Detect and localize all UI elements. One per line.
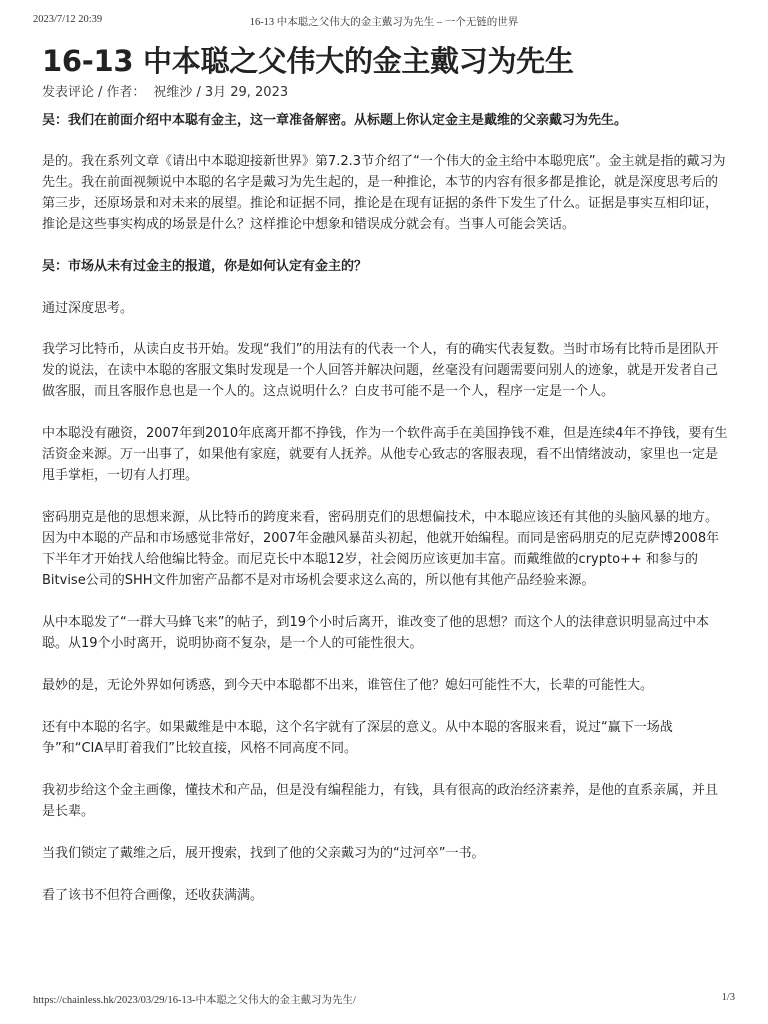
author-link[interactable]: 祝维沙 [153,85,193,100]
body-paragraph: 是的。我在系列文章《请出中本聪迎接新世界》第7.2.3节介绍了“一个伟大的金主给中本聪兜底”。金主就是指的戴习为先生。我在前面视频说中本聪的名字是戴习为先生起的，是一种推论，本节的内容有很多都是推论，就是深度思考后的第三步，还原场景和对未来的展望。推论和证据不同，推论是在现有证据的条件下发生了什么。证据是事实互相印证，推论是这些事实构成的场景是什么？这样推论中想象和错误成分就会有。当事人可能会笑话。 [42,154,726,232]
author-label: 作者： [106,85,146,100]
body-paragraph: 最妙的是，无论外界如何诱惑，到今天中本聪都不出来，谁管住了他？媳妇可能性不大，长辈的可能性大。 [42,678,654,693]
question-paragraph: 吴：市场从未有过金主的报道，你是如何认定有金主的？ [42,259,368,274]
article [42,40,728,906]
print-footer [33,992,735,1006]
print-header [33,14,735,28]
body-paragraph: 从中本聪发了“一群大马蜂飞来”的帖子，到19个小时后离开，谁改变了他的思想？而这个人的法律意识明显高过中本聪。从19个小时离开，说明协商不复杂，是一个人的可能性很大。 [42,615,710,651]
body-paragraph: 还有中本聪的名字。如果戴维是中本聪，这个名字就有了深层的意义。从中本聪的客服来看，说过“赢下一场战争”和“CIA早盯着我们”比较直接，风格不同高度不同。 [42,720,673,756]
article-meta [42,82,728,104]
body-paragraph: 密码朋克是他的思想来源，从比特币的跨度来看，密码朋克们的思想偏技术，中本聪应该还有其他的头脑风暴的地方。因为中本聪的产品和市场感觉非常好，2007年金融风暴苗头初起，他就开始编程。而同是密码朋克的尼克萨博2008年下半年才开始找人给他编比特金。而尼克长中本聪12岁，社会阅历应该更加丰富。而戴维做的crypto++ 和参与的Bitvise公司的SHH文件加密产品都不是对市场机会要求这么高的，所以他有其他产品经验来源。 [42,510,720,588]
meta-separator: / [98,85,103,100]
print-page-title: 16-13 中本聪之父伟大的金主戴习为先生 – 一个无链的世界 [249,17,519,28]
body-paragraph: 我初步给这个金主画像，懂技术和产品，但是没有编程能力，有钱，具有很高的政治经济素养，是他的直系亲属，并且是长辈。 [42,783,719,819]
body-paragraph: 看了该书不但符合画像，还收获满满。 [42,888,264,903]
comments-link[interactable]: 发表评论 [42,85,95,100]
question-paragraph: 吴：我们在前面介绍中本聪有金主，这一章准备解密。从标题上你认定金主是戴维的父亲戴习为先生。 [42,113,628,128]
article-body [42,110,728,906]
print-datetime: 2023/7/12 20:39 [33,14,103,25]
print-url: https://chainless.hk/2023/03/29/16-13-中本聪之父伟大的金主戴习为先生/ [33,995,356,1006]
body-paragraph: 当我们锁定了戴维之后，展开搜索，找到了他的父亲戴习为的“过河卒”一书。 [42,846,485,861]
meta-separator: / [196,85,201,100]
print-page-number: 1/3 [721,992,735,1003]
body-paragraph: 中本聪没有融资，2007年到2010年底离开都不挣钱，作为一个软件高手在美国挣钱不难，但是连续4年不挣钱，要有生活资金来源。万一出事了，如果他有家庭，就要有人抚养。从他专心致志的客服表现，看不出情绪波动，家里也一定是甩手掌柜，一切有人打理。 [42,426,728,483]
post-date: 3月 29, 2023 [204,85,289,100]
article-title: 16-13 中本聪之父伟大的金主戴习为先生 [42,44,574,78]
body-paragraph: 通过深度思考。 [42,301,134,316]
body-paragraph: 我学习比特币，从读白皮书开始。发现“我们”的用法有的代表一个人，有的确实代表复数。当时市场有比特币是团队开发的说法，在读中本聪的客服文集时发现是一个人回答并解决问题，丝毫没有问题需要问别人的迹象，就是开发者自己做客服，而且客服作息也是一个人的。这点说明什么？白皮书可能不是一个人，程序一定是一个人。 [42,342,719,399]
